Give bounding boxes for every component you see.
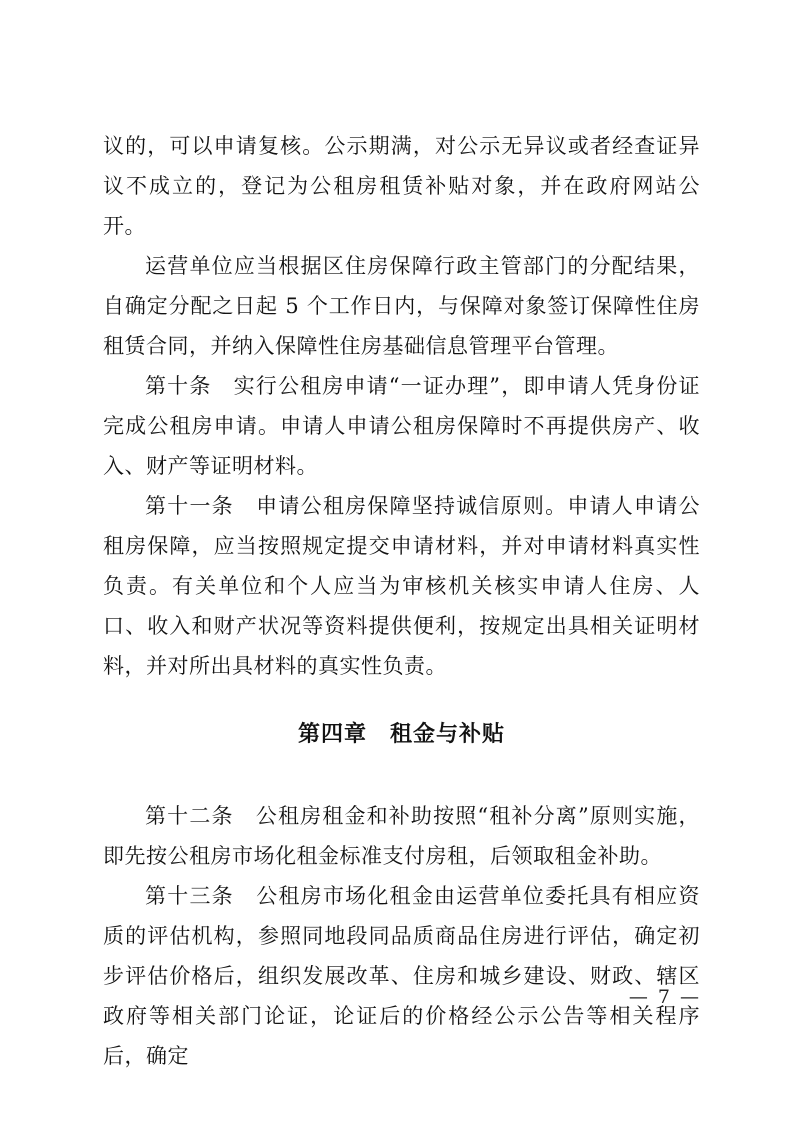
page-number: — 7 — [628, 986, 701, 1008]
body-paragraph: 运营单位应当根据区住房保障行政主管部门的分配结果，自确定分配之日起 5 个工作日内，与保障对象签订保障性住房租赁合同，并纳入保障性住房基础信息管理平台管理。 [103, 254, 700, 358]
document-content [103, 126, 700, 1076]
article-10-paragraph: 第十条 实行公租房申请“一证办理”，即申请人凭身份证完成公租房申请。申请人申请公租房保障时不再提供房产、收入、财产等证明材料。 [103, 374, 700, 478]
article-13-paragraph: 第十三条 公租房市场化租金由运营单位委托具有相应资质的评估机构，参照同地段同品质商品住房进行评估，确定初步评估价格后，组织发展改革、住房和城乡建设、财政、辖区政府等相关部门论证，论证后的价格经公示公告等相关程序后，确定 [103, 884, 700, 1068]
article-12-paragraph: 第十二条 公租房租金和补助按照“租补分离”原则实施，即先按公租房市场化租金标准支付房租，后领取租金补助。 [103, 804, 700, 868]
article-11-paragraph: 第十一条 申请公租房保障坚持诚信原则。申请人申请公租房保障，应当按照规定提交申请材料，并对申请材料真实性负责。有关单位和个人应当为审核机关核实申请人住房、人口、收入和财产状况等资料提供便利，按规定出具相关证明材料，并对所出具材料的真实性负责。 [103, 494, 700, 678]
chapter-heading: 第四章 租金与补贴 [297, 722, 505, 747]
body-paragraph: 议的，可以申请复核。公示期满，对公示无异议或者经查证异议不成立的，登记为公租房租赁补贴对象，并在政府网站公开。 [103, 134, 700, 238]
